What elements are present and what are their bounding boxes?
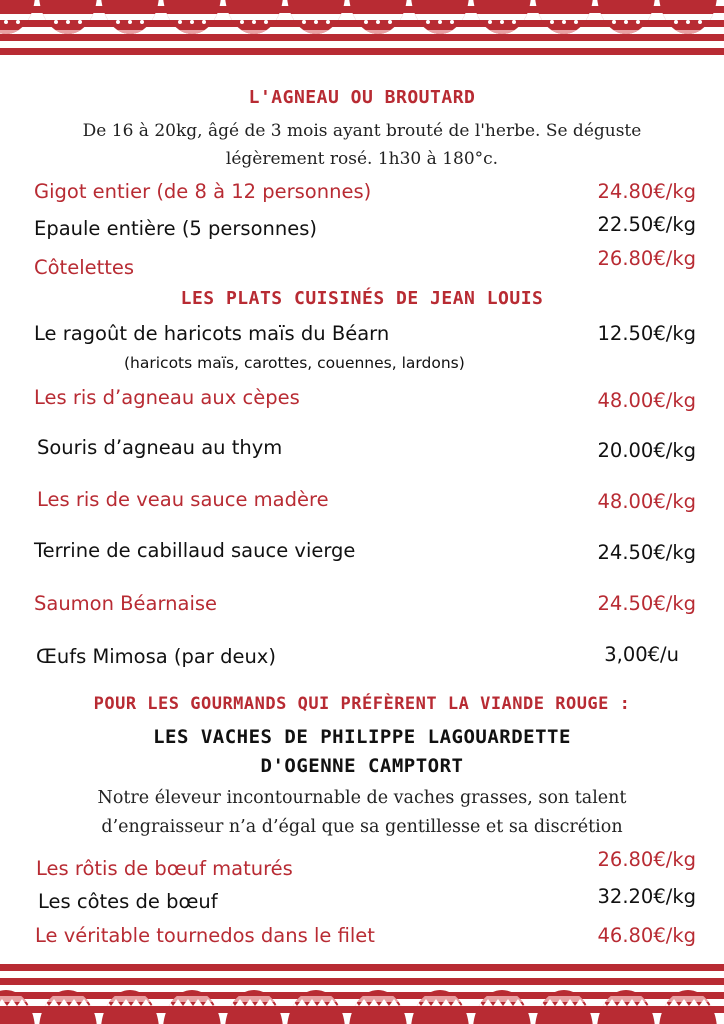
- egg-zigzag: [523, 999, 533, 1006]
- egg-dot: [202, 20, 206, 24]
- stripe: [0, 48, 724, 55]
- menu-item-name: Les rôtis de bœuf maturés: [36, 857, 293, 880]
- egg-dot: [376, 20, 380, 24]
- egg-dot: [426, 20, 430, 24]
- menu-item-name: Terrine de cabillaud sauce vierge: [34, 539, 356, 562]
- egg-band: [0, 14, 35, 20]
- egg-dot: [116, 20, 120, 24]
- egg-dot: [252, 20, 256, 24]
- egg-dot: [698, 20, 702, 24]
- stripe: [0, 34, 724, 41]
- egg-band: [535, 14, 593, 20]
- egg: [0, 980, 37, 1024]
- menu-item-price: 48.00€/kg: [597, 490, 696, 513]
- egg-dot: [140, 986, 144, 990]
- egg-dot: [562, 20, 566, 24]
- egg-dot: [252, 986, 256, 990]
- egg-dot: [438, 986, 442, 990]
- egg-zigzag: [461, 999, 471, 1006]
- egg-dot: [512, 986, 516, 990]
- egg-dot: [562, 986, 566, 990]
- egg-dot: [624, 20, 628, 24]
- menu-item-name: Les ris d’agneau aux cèpes: [34, 386, 300, 409]
- menu-item-name: Le véritable tournedos dans le filet: [35, 924, 375, 947]
- egg-zigzag: [585, 999, 595, 1006]
- egg-dot: [674, 20, 678, 24]
- egg-dot: [240, 20, 244, 24]
- egg: [39, 980, 99, 1024]
- stripe: [0, 964, 724, 971]
- egg-dot: [388, 20, 392, 24]
- egg-dot: [686, 986, 690, 990]
- egg-dot: [674, 986, 678, 990]
- egg: [597, 980, 657, 1024]
- egg-dot: [388, 986, 392, 990]
- egg-dot: [550, 986, 554, 990]
- menu-item-name: Le ragoût de haricots maïs du Béarn: [34, 322, 390, 345]
- egg-zigzag: [275, 999, 285, 1006]
- egg-dot: [140, 20, 144, 24]
- menu-item-name: Les ris de veau sauce madère: [37, 488, 329, 511]
- egg-dot: [54, 20, 58, 24]
- egg-dot: [16, 986, 20, 990]
- egg-zigzag: [89, 999, 99, 1006]
- egg-zigzag: [709, 999, 719, 1006]
- egg-dot: [500, 20, 504, 24]
- egg-dot: [512, 20, 516, 24]
- egg-dot: [488, 986, 492, 990]
- egg: [659, 980, 719, 1024]
- egg-zigzag: [647, 999, 657, 1006]
- stripe: [0, 978, 724, 985]
- egg-dot: [500, 986, 504, 990]
- egg-dot: [202, 986, 206, 990]
- egg-band: [163, 14, 221, 20]
- egg: [411, 980, 471, 1024]
- egg-dot: [66, 986, 70, 990]
- egg-dot: [78, 986, 82, 990]
- egg-dot: [264, 986, 268, 990]
- egg-zigzag: [399, 999, 409, 1006]
- egg-dot: [4, 20, 8, 24]
- egg-dot: [314, 986, 318, 990]
- egg: [349, 980, 409, 1024]
- egg-dot: [302, 20, 306, 24]
- menu-item-price: 26.80€/kg: [597, 247, 696, 270]
- menu-item-price: 48.00€/kg: [597, 389, 696, 412]
- section-title-agneau: L'AGNEAU OU BROUTARD: [248, 87, 476, 108]
- egg-dot: [450, 20, 454, 24]
- egg-band: [225, 14, 283, 20]
- menu-item-price: 24.80€/kg: [597, 180, 696, 203]
- menu-item-note: (haricots maïs, carottes, couennes, lardons): [124, 354, 465, 372]
- menu-item-price: 46.80€/kg: [597, 924, 696, 947]
- menu-item-price: 26.80€/kg: [597, 848, 696, 871]
- egg-dot: [698, 986, 702, 990]
- menu-item-price: 24.50€/kg: [597, 592, 696, 615]
- egg-dot: [54, 986, 58, 990]
- egg-band: [473, 14, 531, 20]
- egg-band: [659, 14, 717, 20]
- egg-band: [597, 14, 655, 20]
- egg-dot: [314, 20, 318, 24]
- egg-dot: [364, 20, 368, 24]
- menu-item-price: 24.50€/kg: [597, 541, 696, 564]
- egg-dot: [264, 20, 268, 24]
- egg-dot: [240, 986, 244, 990]
- egg-dot: [4, 986, 8, 990]
- section-subtitle-line2: D'OGENNE CAMPTORT: [260, 755, 464, 777]
- egg-band: [39, 14, 97, 20]
- egg-dot: [178, 20, 182, 24]
- egg-dot: [624, 986, 628, 990]
- section-description-line1: Notre éleveur incontournable de vaches grasses, son talent: [97, 788, 627, 808]
- egg-dot: [612, 986, 616, 990]
- egg-dot: [66, 20, 70, 24]
- menu-item-price: 3,00€/u: [604, 643, 679, 666]
- section-title-viande-rouge: POUR LES GOURMANDS QUI PRÉFÈRENT LA VIANDE ROUGE :: [93, 694, 631, 714]
- section-title-plats-cuisines: LES PLATS CUISINÉS DE JEAN LOUIS: [180, 288, 544, 309]
- menu-item-price: 32.20€/kg: [597, 885, 696, 908]
- menu-item-price: 22.50€/kg: [597, 213, 696, 236]
- section-description-line2: légèrement rosé. 1h30 à 180°c.: [225, 149, 499, 169]
- egg-band: [287, 14, 345, 20]
- menu-item-name: Les côtes de bœuf: [38, 890, 218, 913]
- egg-dot: [326, 20, 330, 24]
- section-description-line2: d’engraisseur n’a d’égal que sa gentillesse et sa discrétion: [101, 817, 623, 837]
- egg-dot: [686, 20, 690, 24]
- egg-dot: [116, 986, 120, 990]
- menu-item-price: 12.50€/kg: [597, 322, 696, 345]
- bottom-egg-border: [0, 954, 724, 1024]
- egg-dot: [16, 20, 20, 24]
- egg-band: [349, 14, 407, 20]
- egg-dot: [178, 986, 182, 990]
- egg-band: [101, 14, 159, 20]
- egg: [163, 980, 223, 1024]
- egg-zigzag: [213, 999, 223, 1006]
- menu-item-name: Œufs Mimosa (par deux): [36, 645, 276, 668]
- egg-dot: [326, 986, 330, 990]
- egg-band: [411, 14, 469, 20]
- egg-dot: [488, 20, 492, 24]
- menu-item-name: Souris d’agneau au thym: [37, 436, 283, 459]
- egg-dot: [190, 986, 194, 990]
- egg-dot: [550, 20, 554, 24]
- egg-dot: [302, 986, 306, 990]
- egg-zigzag: [151, 999, 161, 1006]
- menu-item-name: Epaule entière (5 personnes): [34, 217, 317, 240]
- egg: [535, 980, 595, 1024]
- egg-dot: [376, 986, 380, 990]
- egg-dot: [450, 986, 454, 990]
- egg-dot: [574, 20, 578, 24]
- egg-dot: [190, 20, 194, 24]
- egg-dot: [612, 20, 616, 24]
- egg-dot: [438, 20, 442, 24]
- egg-dot: [426, 986, 430, 990]
- menu-item-name: Gigot entier (de 8 à 12 personnes): [34, 180, 372, 203]
- egg-zigzag: [27, 999, 37, 1006]
- egg: [101, 980, 161, 1024]
- egg-dot: [78, 20, 82, 24]
- egg-border-graphic: [0, 0, 724, 72]
- egg: [287, 980, 347, 1024]
- egg: [473, 980, 533, 1024]
- egg-dot: [128, 20, 132, 24]
- egg-border-graphic: [0, 954, 724, 1024]
- egg-dot: [574, 986, 578, 990]
- egg-dot: [128, 986, 132, 990]
- menu-item-price: 20.00€/kg: [597, 439, 696, 462]
- section-description-line1: De 16 à 20kg, âgé de 3 mois ayant brouté de l'herbe. Se déguste: [82, 121, 642, 141]
- egg: [225, 980, 285, 1024]
- menu-item-name: Saumon Béarnaise: [34, 592, 218, 615]
- egg-zigzag: [337, 999, 347, 1006]
- egg-dot: [636, 20, 640, 24]
- section-subtitle-line1: LES VACHES DE PHILIPPE LAGOUARDETTE: [153, 726, 571, 748]
- egg-dot: [364, 986, 368, 990]
- top-egg-border: [0, 0, 724, 72]
- egg-dot: [636, 986, 640, 990]
- menu-item-name: Côtelettes: [34, 256, 135, 279]
